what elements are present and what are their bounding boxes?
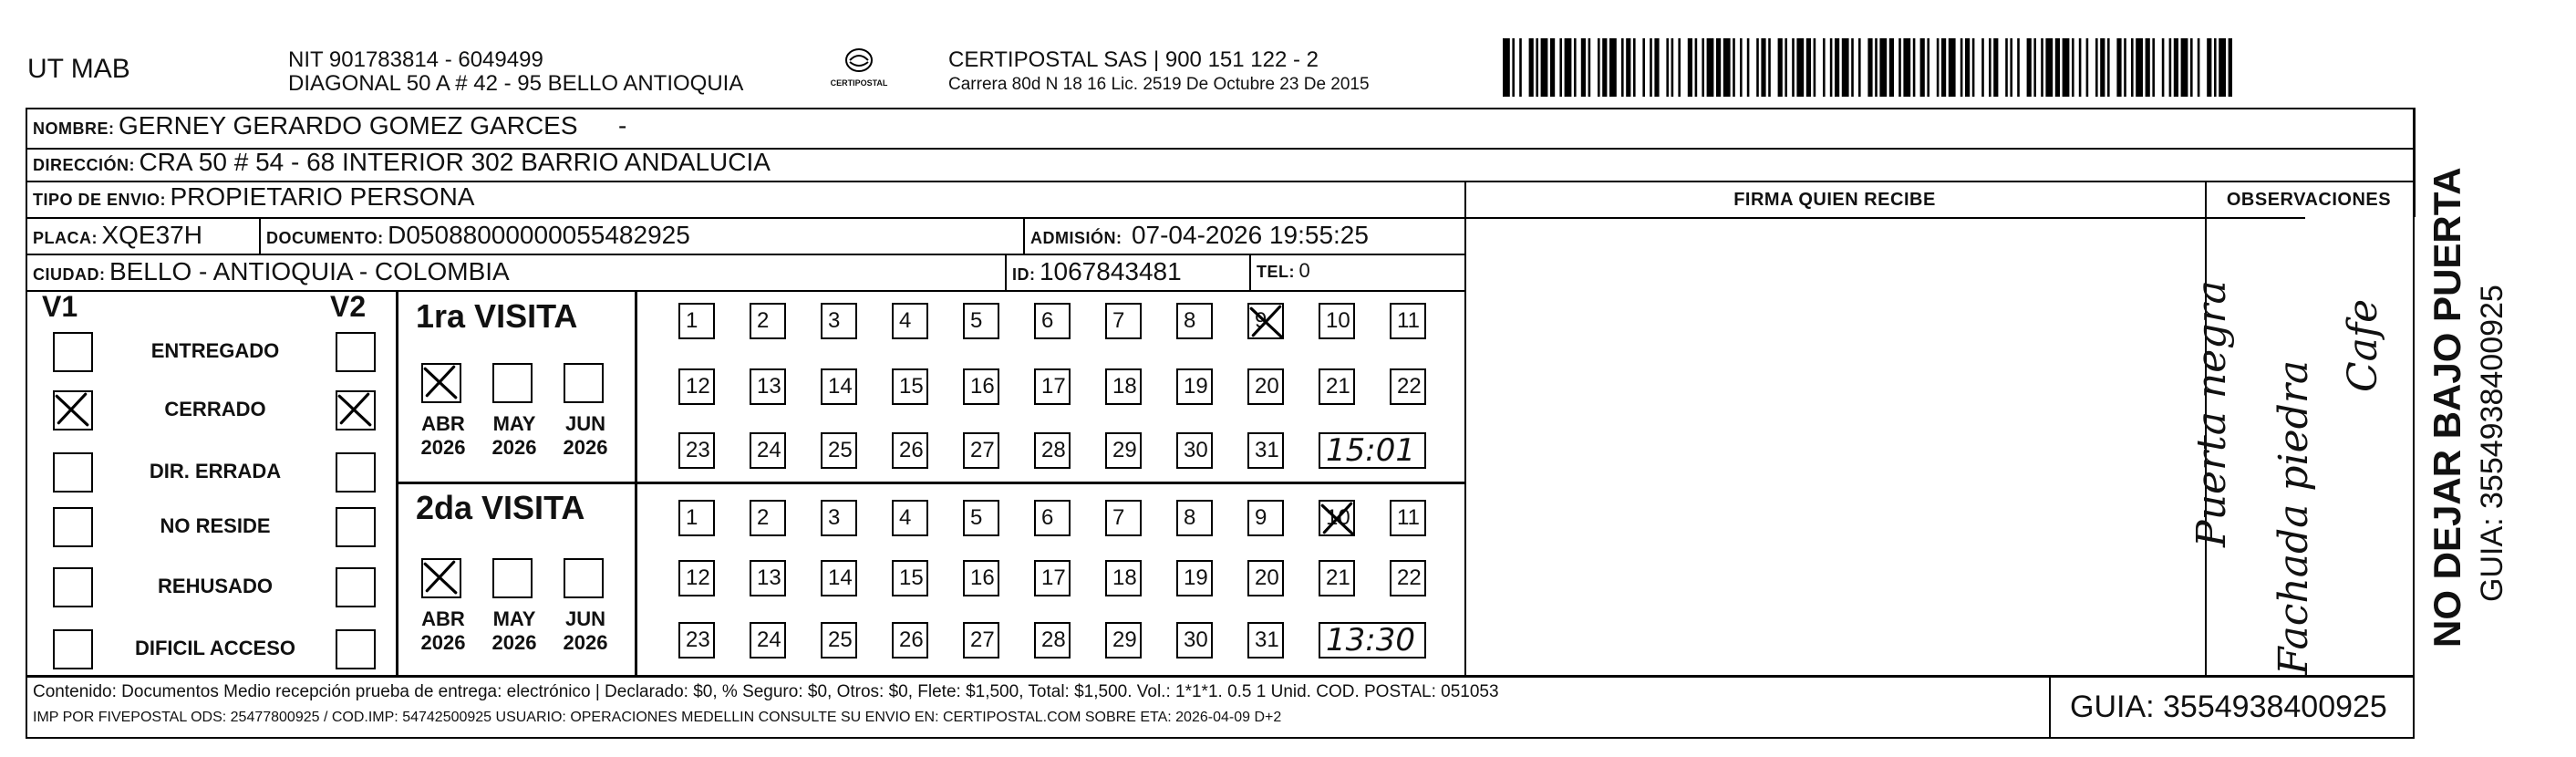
visita1-day-2[interactable]: 2	[750, 303, 786, 339]
v2-checkbox-5[interactable]	[336, 629, 376, 669]
footer-line-1: Contenido: Documentos Medio recepción prueba de entrega: electrónico | Declarado: $0, % Seguro: $0, Otros: $0, Flete: $1,500, Total: $1,500. Vol.: 1*1*1. 0.5 1 Unid. COD. POSTAL: 051053	[33, 682, 1499, 701]
visita1-month-checkbox-0[interactable]	[421, 363, 461, 403]
visita2-day-30[interactable]: 30	[1176, 622, 1213, 658]
visita1-day-23[interactable]: 23	[678, 432, 715, 469]
tipo-label: TIPO DE ENVIO:	[33, 191, 167, 209]
courier-license: Carrera 80d N 18 16 Lic. 2519 De Octubre 23 De 2015	[948, 75, 1370, 94]
visita2-day-8[interactable]: 8	[1176, 500, 1213, 536]
side-guia: GUIA: 3554938400925	[2475, 285, 2509, 602]
v2-checkbox-1[interactable]	[336, 390, 376, 430]
visita1-day-14[interactable]: 14	[821, 368, 857, 405]
ciudad-value: BELLO - ANTIOQUIA - COLOMBIA	[109, 257, 510, 285]
id-value: 1067843481	[1039, 257, 1182, 285]
observaciones-header: OBSERVACIONES	[2226, 190, 2392, 210]
visita1-day-3[interactable]: 3	[821, 303, 857, 339]
visita2-day-18[interactable]: 18	[1105, 560, 1142, 596]
visita1-day-9[interactable]: 9	[1247, 303, 1284, 339]
visita2-title: 2da VISITA	[416, 489, 585, 526]
visita2-day-14[interactable]: 14	[821, 560, 857, 596]
ciudad-label: CIUDAD:	[33, 265, 106, 284]
visita1-day-1[interactable]: 1	[678, 303, 715, 339]
v2-checkbox-4[interactable]	[336, 567, 376, 607]
visita1-day-31[interactable]: 31	[1247, 432, 1284, 469]
visita2-month-checkbox-0[interactable]	[421, 558, 461, 598]
firma-header: FIRMA QUIEN RECIBE	[1733, 190, 1936, 210]
visita1-day-12[interactable]: 12	[678, 368, 715, 405]
admision-value: 07-04-2026 19:55:25	[1131, 221, 1369, 249]
id-label: ID:	[1012, 265, 1036, 284]
direccion-value: CRA 50 # 54 - 68 INTERIOR 302 BARRIO ANDALUCIA	[139, 148, 771, 176]
certipostal-logo	[822, 42, 895, 97]
visita2-day-26[interactable]: 26	[892, 622, 928, 658]
placa-value: XQE37H	[101, 221, 202, 249]
placa-label: PLACA:	[33, 229, 98, 247]
visita1-time: 15:01	[1319, 432, 1426, 469]
status-label-2: DIR. ERRADA	[149, 460, 282, 482]
barcode	[1503, 38, 2232, 97]
visita1-day-15[interactable]: 15	[892, 368, 928, 405]
visita1-day-7[interactable]: 7	[1105, 303, 1142, 339]
visita1-month-checkbox-2[interactable]	[564, 363, 604, 403]
tel-value: 0	[1298, 259, 1310, 282]
visita2-day-2[interactable]: 2	[750, 500, 786, 536]
visita2-day-12[interactable]: 12	[678, 560, 715, 596]
visita1-day-22[interactable]: 22	[1390, 368, 1426, 405]
visita2-day-5[interactable]: 5	[963, 500, 999, 536]
visita1-day-8[interactable]: 8	[1176, 303, 1213, 339]
visita2-month-checkbox-1[interactable]	[492, 558, 533, 598]
visita2-day-27[interactable]: 27	[963, 622, 999, 658]
visita2-day-15[interactable]: 15	[892, 560, 928, 596]
visita1-day-19[interactable]: 19	[1176, 368, 1213, 405]
v2-checkbox-3[interactable]	[336, 507, 376, 547]
visita2-day-28[interactable]: 28	[1034, 622, 1071, 658]
nombre-suffix: -	[617, 111, 627, 140]
visita2-day-19[interactable]: 19	[1176, 560, 1213, 596]
visita2-day-17[interactable]: 17	[1034, 560, 1071, 596]
nombre-value: GERNEY GERARDO GOMEZ GARCES	[118, 111, 578, 140]
visita2-day-22[interactable]: 22	[1390, 560, 1426, 596]
visita1-day-30[interactable]: 30	[1176, 432, 1213, 469]
direccion-label: DIRECCIÓN:	[33, 156, 135, 174]
documento-value: D05088000000055482925	[388, 221, 690, 249]
company-name: UT MAB	[27, 54, 130, 84]
visita1-day-20[interactable]: 20	[1247, 368, 1284, 405]
v1-checkbox-5[interactable]	[53, 629, 93, 669]
documento-label: DOCUMENTO:	[266, 229, 384, 247]
visita2-day-16[interactable]: 16	[963, 560, 999, 596]
v1-checkbox-4[interactable]	[53, 567, 93, 607]
visita2-day-24[interactable]: 24	[750, 622, 786, 658]
v1-header: V1	[42, 290, 78, 323]
visita1-day-26[interactable]: 26	[892, 432, 928, 469]
visita2-day-11[interactable]: 11	[1390, 500, 1426, 536]
company-address: DIAGONAL 50 A # 42 - 95 BELLO ANTIOQUIA	[288, 71, 744, 96]
logo-text: CERTIPOSTAL	[830, 78, 888, 88]
visita1-day-6[interactable]: 6	[1034, 303, 1071, 339]
visita2-day-1[interactable]: 1	[678, 500, 715, 536]
tipo-row	[33, 182, 474, 212]
visita1-title: 1ra VISITA	[416, 297, 578, 335]
visita2-day-9[interactable]: 9	[1247, 500, 1284, 536]
visita2-month-label-0: ABR 2026	[420, 607, 466, 654]
visita2-day-13[interactable]: 13	[750, 560, 786, 596]
visita1-day-24[interactable]: 24	[750, 432, 786, 469]
courier-name: CERTIPOSTAL SAS | 900 151 122 - 2	[948, 47, 1319, 72]
visita1-month-label-1: MAY 2026	[491, 412, 537, 459]
v2-header: V2	[330, 290, 367, 323]
visita1-day-13[interactable]: 13	[750, 368, 786, 405]
footer-guia: GUIA: 3554938400925	[2070, 690, 2387, 724]
visita2-day-4[interactable]: 4	[892, 500, 928, 536]
v1-checkbox-2[interactable]	[53, 452, 93, 493]
visita2-day-20[interactable]: 20	[1247, 560, 1284, 596]
direccion-row	[33, 148, 771, 177]
status-label-1: CERRADO	[164, 398, 266, 420]
v1-checkbox-3[interactable]	[53, 507, 93, 547]
visita2-month-label-2: JUN 2026	[563, 607, 608, 654]
visita2-day-23[interactable]: 23	[678, 622, 715, 658]
company-nit: NIT 901783814 - 6049499	[288, 47, 543, 72]
visita1-day-27[interactable]: 27	[963, 432, 999, 469]
v2-checkbox-2[interactable]	[336, 452, 376, 493]
visita2-day-10[interactable]: 10	[1319, 500, 1355, 536]
obs-line-3: Cafe	[2340, 298, 2386, 392]
visita2-month-checkbox-2[interactable]	[564, 558, 604, 598]
visita1-day-4[interactable]: 4	[892, 303, 928, 339]
visita2-day-25[interactable]: 25	[821, 622, 857, 658]
visita1-month-label-2: JUN 2026	[563, 412, 608, 459]
v2-checkbox-0[interactable]	[336, 332, 376, 372]
visita1-day-21[interactable]: 21	[1319, 368, 1355, 405]
admision-label: ADMISIÓN:	[1030, 229, 1122, 247]
visita1-day-18[interactable]: 18	[1105, 368, 1142, 405]
status-label-5: DIFICIL ACCESO	[134, 637, 295, 659]
visita1-day-11[interactable]: 11	[1390, 303, 1426, 339]
visita2-day-29[interactable]: 29	[1105, 622, 1142, 658]
tipo-value: PROPIETARIO PERSONA	[170, 182, 475, 211]
visita1-day-29[interactable]: 29	[1105, 432, 1142, 469]
status-label-0: ENTREGADO	[150, 339, 280, 362]
obs-line-2: Fachada piedra	[2271, 359, 2317, 675]
visita1-day-28[interactable]: 28	[1034, 432, 1071, 469]
visita2-month-label-1: MAY 2026	[491, 607, 537, 654]
visita1-day-25[interactable]: 25	[821, 432, 857, 469]
nombre-label: NOMBRE:	[33, 119, 115, 138]
visita2-day-7[interactable]: 7	[1105, 500, 1142, 536]
visita2-day-31[interactable]: 31	[1247, 622, 1284, 658]
nombre-row	[33, 111, 626, 140]
visita1-month-checkbox-1[interactable]	[492, 363, 533, 403]
visita2-day-21[interactable]: 21	[1319, 560, 1355, 596]
visita1-day-17[interactable]: 17	[1034, 368, 1071, 405]
status-label-3: NO RESIDE	[160, 514, 271, 537]
v1-checkbox-1[interactable]	[53, 390, 93, 430]
obs-line-1: Puerta negra	[2188, 280, 2235, 547]
v1-checkbox-0[interactable]	[53, 332, 93, 372]
visita2-day-6[interactable]: 6	[1034, 500, 1071, 536]
status-label-4: REHUSADO	[158, 575, 273, 597]
tel-label: TEL:	[1257, 263, 1295, 281]
visita1-day-10[interactable]: 10	[1319, 303, 1355, 339]
footer-line-2: IMP POR FIVEPOSTAL ODS: 25477800925 / COD.IMP: 54742500925 USUARIO: OPERACIONES MEDELLIN CONSULTE SU ENVIO EN: CERTIPOSTAL.COM SOBRE ETA: 2026-04-09 D+2	[33, 710, 1282, 725]
no-dejar-bajo-puerta: NO DEJAR BAJO PUERTA	[2426, 167, 2468, 648]
visita1-day-5[interactable]: 5	[963, 303, 999, 339]
visita1-month-label-0: ABR 2026	[420, 412, 466, 459]
visita2-day-3[interactable]: 3	[821, 500, 857, 536]
visita1-day-16[interactable]: 16	[963, 368, 999, 405]
visita2-time: 13:30	[1319, 622, 1426, 658]
